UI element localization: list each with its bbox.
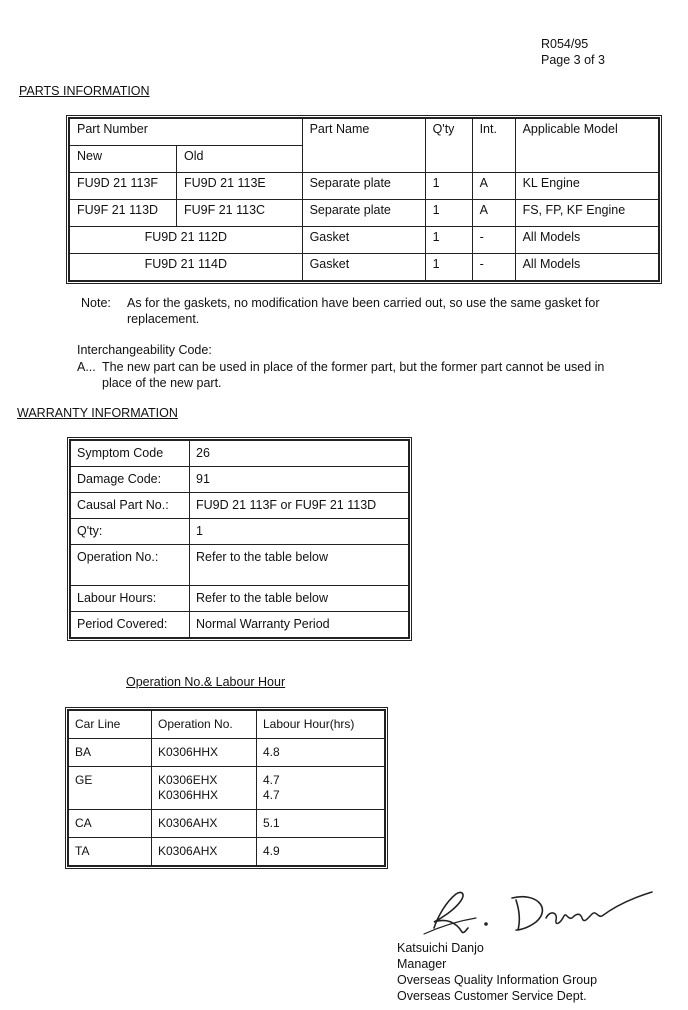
header-int: Int. (472, 119, 515, 173)
warranty-value: 91 (190, 467, 409, 493)
operation-code: K0306HHX (158, 788, 219, 802)
operation-code: K0306AHX (158, 844, 218, 858)
warranty-key: Symptom Code (71, 441, 190, 467)
applicable-model: KL Engine (515, 173, 658, 200)
table-row (69, 810, 385, 838)
table-row (71, 467, 409, 493)
old-part-number: FU9F 21 113C (177, 200, 303, 227)
car-line: BA (69, 739, 152, 767)
signatory-department: Overseas Customer Service Dept. (397, 989, 587, 1003)
header-qty: Q'ty (425, 119, 472, 173)
old-part-number: FU9D 21 113E (177, 173, 303, 200)
operation-no (152, 739, 257, 767)
warranty-key: Q'ty: (71, 519, 190, 545)
warranty-key: Damage Code: (71, 467, 190, 493)
reference-number: R054/95 (541, 37, 589, 51)
operation-no (152, 838, 257, 866)
part-number: FU9D 21 112D (70, 227, 303, 254)
table-row (71, 545, 409, 586)
table-row (71, 586, 409, 612)
interchangeability-title: Interchangeability Code: (77, 343, 212, 357)
table-row (70, 254, 659, 281)
page-indicator: Page 3 of 3 (541, 53, 605, 67)
table-row (71, 493, 409, 519)
car-line: TA (69, 838, 152, 866)
labour-value: 4.9 (263, 844, 280, 858)
part-name: Gasket (302, 254, 425, 281)
labour-hour (257, 838, 385, 866)
warranty-value: Normal Warranty Period (190, 612, 409, 638)
qty: 1 (425, 173, 472, 200)
labour-value: 4.8 (263, 745, 280, 759)
new-part-number: FU9F 21 113D (70, 200, 177, 227)
operation-no (152, 810, 257, 838)
parts-information-title: PARTS INFORMATION (19, 84, 150, 98)
table-row (71, 519, 409, 545)
table-row (71, 441, 409, 467)
labour-value: 4.7 (263, 773, 280, 787)
labour-hour (257, 739, 385, 767)
table-row (71, 612, 409, 638)
warranty-key: Period Covered: (71, 612, 190, 638)
operation-table (65, 707, 388, 869)
operation-table-title: Operation No.& Labour Hour (126, 675, 286, 689)
applicable-model: All Models (515, 254, 658, 281)
part-name: Separate plate (302, 173, 425, 200)
part-number: FU9D 21 114D (70, 254, 303, 281)
warranty-key: Labour Hours: (71, 586, 190, 612)
note-text: As for the gaskets, no modification have been carried out, so use the same gasket for replacement. (127, 296, 600, 326)
header-labour-hour: Labour Hour(hrs) (257, 711, 385, 739)
document-reference (541, 36, 605, 68)
header-part-name: Part Name (302, 119, 425, 173)
part-name: Separate plate (302, 200, 425, 227)
table-row (69, 838, 385, 866)
part-name: Gasket (302, 227, 425, 254)
applicable-model: All Models (515, 227, 658, 254)
labour-hour (257, 810, 385, 838)
warranty-value: Refer to the table below (190, 545, 409, 586)
handwritten-signature (416, 878, 666, 938)
interchangeability-code: A... (77, 360, 96, 374)
table-row (70, 200, 659, 227)
qty: 1 (425, 254, 472, 281)
car-line: GE (69, 767, 152, 810)
signatory-name: Katsuichi Danjo (397, 941, 484, 955)
interchangeability-text: The new part can be used in place of the former part, but the former part cannot be used in place of the new part. (102, 360, 605, 390)
header-applicable-model: Applicable Model (515, 119, 658, 173)
warranty-value: 26 (190, 441, 409, 467)
header-part-number: Part Number (70, 119, 303, 146)
operation-no (152, 767, 257, 810)
operation-code: K0306HHX (158, 745, 219, 759)
table-row (69, 739, 385, 767)
table-row (70, 227, 659, 254)
warranty-value: FU9D 21 113F or FU9F 21 113D (190, 493, 409, 519)
warranty-key: Operation No.: (71, 545, 190, 586)
new-part-number: FU9D 21 113F (70, 173, 177, 200)
warranty-key: Causal Part No.: (71, 493, 190, 519)
car-line: CA (69, 810, 152, 838)
int-code: A (472, 173, 515, 200)
operation-code: K0306EHX (158, 773, 218, 787)
qty: 1 (425, 227, 472, 254)
header-new: New (70, 146, 177, 173)
warranty-value: Refer to the table below (190, 586, 409, 612)
labour-hour (257, 767, 385, 810)
warranty-table (67, 437, 412, 641)
note-label: Note: (81, 296, 111, 310)
header-car-line: Car Line (69, 711, 152, 739)
header-operation-no: Operation No. (152, 711, 257, 739)
warranty-information-title: WARRANTY INFORMATION (17, 406, 178, 420)
applicable-model: FS, FP, KF Engine (515, 200, 658, 227)
table-row (69, 767, 385, 810)
table-row (70, 173, 659, 200)
signatory-group: Overseas Quality Information Group (397, 973, 598, 987)
parts-table (66, 115, 662, 284)
int-code: - (472, 227, 515, 254)
signatory-block (397, 940, 597, 1004)
int-code: A (472, 200, 515, 227)
operation-code: K0306AHX (158, 816, 218, 830)
labour-value: 4.7 (263, 788, 280, 802)
labour-value: 5.1 (263, 816, 280, 830)
header-old: Old (177, 146, 303, 173)
qty: 1 (425, 200, 472, 227)
signatory-position: Manager (397, 957, 447, 971)
warranty-value: 1 (190, 519, 409, 545)
int-code: - (472, 254, 515, 281)
